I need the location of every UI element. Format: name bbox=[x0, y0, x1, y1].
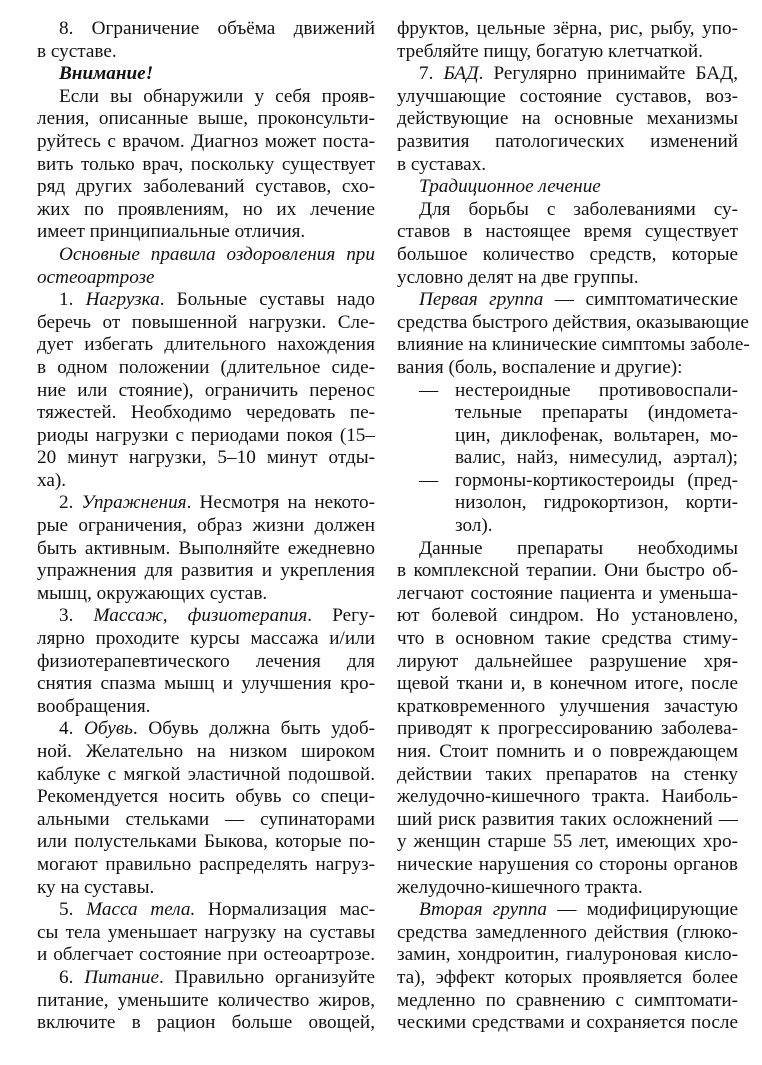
left-column-line: 20 минут нагрузки, 5–10 минут отды- bbox=[37, 447, 375, 469]
right-column-line: замин, хондроитин, гиалуроновая кисло- bbox=[397, 944, 738, 966]
right-column-line: лируют дальнейшее разрушение хря- bbox=[397, 650, 738, 672]
left-column-line: каблуке с мягкой эластичной подошвой. bbox=[37, 763, 375, 785]
right-column-line: медленно по сравнению с симптомати- bbox=[397, 989, 738, 1011]
left-column-line bbox=[37, 605, 375, 628]
text-run: . Обувь должна быть удоб- bbox=[132, 718, 375, 740]
italic-term: Массаж, физиотерапия bbox=[93, 605, 308, 627]
left-column-line: ной. Желательно на низком широком bbox=[37, 741, 375, 762]
right-column-line: развития патологических изменений bbox=[397, 130, 738, 152]
italic-term: Первая группа bbox=[419, 289, 544, 311]
left-column-line bbox=[37, 899, 375, 922]
left-column-line bbox=[37, 718, 375, 741]
list-item-text: нестероидные противовоспали- bbox=[455, 379, 738, 401]
left-column-line: Если вы обнаружили у себя прояв- bbox=[59, 85, 375, 107]
left-column-line: Основные правила оздоровления при bbox=[59, 243, 375, 265]
left-column-line: Рекомендуется носить обувь со специ- bbox=[37, 786, 375, 808]
right-column-line: та), эффект которых проявляется более bbox=[397, 966, 738, 988]
right-column-line: улучшающие состояние суставов, воз- bbox=[397, 85, 738, 107]
text-run: 6. bbox=[59, 966, 85, 988]
left-column-line: в суставе. bbox=[37, 40, 117, 62]
right-column-line: Традиционное лечение bbox=[419, 176, 601, 198]
italic-term: Нагрузка bbox=[85, 289, 160, 311]
right-column-line: что в основном такие средства стиму- bbox=[397, 628, 738, 650]
right-column-line: действии таких препаратов на стенку bbox=[397, 763, 738, 785]
left-column-line: питание, уменьшите количество жиров, bbox=[37, 989, 375, 1011]
left-column-line: имеет принципиальные отличия. bbox=[37, 221, 306, 243]
right-column-line: большое количество средств, которые bbox=[397, 243, 738, 265]
left-column-line: лярно проходите курсы массажа и/или bbox=[37, 628, 375, 650]
italic-term: Питание bbox=[84, 966, 159, 988]
text-run: . Регу- bbox=[307, 605, 375, 627]
left-column-line: упражнения для развития и укрепления bbox=[37, 560, 375, 582]
text-run: 3. bbox=[59, 605, 94, 627]
right-column-line bbox=[397, 289, 738, 312]
left-column-line: включите в рацион больше овощей, bbox=[37, 1012, 375, 1034]
left-column-line: в одном положении (длительное сиде- bbox=[37, 356, 375, 378]
right-column-line: требляйте пищу, богатую клетчаткой. bbox=[397, 40, 703, 62]
list-dash: — bbox=[419, 379, 439, 401]
text-run: — модифицирующие bbox=[546, 899, 738, 921]
left-column-line: физиотерапевтического лечения для bbox=[37, 650, 375, 672]
right-column-line: средства замедленного действия (глюко- bbox=[397, 921, 738, 943]
right-column-line: ший риск развития таких осложнений — bbox=[397, 808, 738, 830]
right-column-line: в суставах. bbox=[397, 153, 487, 175]
right-column-line: легчают состояние пациента и уменьша- bbox=[397, 582, 738, 604]
left-column-line: альными стельками — супинаторами bbox=[37, 808, 375, 830]
right-column-line: фруктов, цельные зёрна, рис, рыбу, упо- bbox=[397, 18, 738, 39]
left-text-column bbox=[37, 18, 375, 1035]
right-column-line bbox=[397, 380, 738, 403]
left-column-line: ряд других заболеваний суставов, схо- bbox=[37, 176, 375, 198]
list-dash: — bbox=[419, 469, 439, 491]
right-column-line: Для борьбы с заболеваниями су- bbox=[419, 198, 738, 220]
right-column-line: нические нарушения со стороны органов bbox=[397, 853, 738, 875]
right-column-line: средства быстрого действия, оказывающие bbox=[397, 311, 749, 333]
right-column-line: в комплексной терапии. Они быстро об- bbox=[397, 560, 738, 582]
right-column-line: ставов в настоящее время существует bbox=[397, 221, 738, 243]
left-column-line: дует избегать длительного нахождения bbox=[37, 334, 375, 356]
left-column-line: ления, описанные выше, проконсульти- bbox=[37, 108, 375, 130]
text-run: 7. bbox=[419, 63, 444, 85]
right-column-line: желудочно-кишечного тракта. Наиболь- bbox=[397, 786, 738, 808]
italic-term: Обувь bbox=[84, 718, 133, 740]
right-column-line: ют болевой синдром. Но установлено, bbox=[397, 605, 738, 627]
italic-term: Упражнения bbox=[81, 492, 187, 514]
right-column-line: желудочно-кишечного тракта. bbox=[397, 876, 643, 898]
left-column-line bbox=[37, 492, 375, 515]
left-column-line bbox=[37, 289, 375, 312]
right-column-line: ческими средствами и сохраняется после bbox=[397, 1012, 738, 1034]
left-column-line: Внимание! bbox=[59, 63, 154, 85]
left-column-line: и облегчает состояние при остеоартрозе. bbox=[37, 944, 375, 966]
left-column-line: сы тела уменьшает нагрузку на суставы bbox=[37, 921, 375, 943]
right-column-line: приводят к прогрессированию заболева- bbox=[397, 718, 738, 740]
left-column-line: или полустельками Быкова, которые по- bbox=[37, 831, 375, 853]
text-run: . Больные суставы надо bbox=[159, 289, 376, 311]
left-column-line: ние или стояние), ограничить перенос bbox=[37, 379, 375, 401]
right-column-line: тельные препараты (индомета- bbox=[455, 402, 738, 424]
right-column-line: влияние на клинические симптомы заболе- bbox=[397, 334, 750, 356]
text-run: . Правильно организуйте bbox=[159, 966, 375, 988]
italic-term: Масса тела. bbox=[86, 899, 196, 921]
right-column-line bbox=[397, 470, 738, 493]
left-column-line: ку на суставы. bbox=[37, 876, 155, 898]
left-column-line: быть активным. Выполняйте ежедневно bbox=[37, 537, 375, 559]
left-column-line: рые ограничения, образ жизни должен bbox=[37, 515, 375, 537]
right-column-line: валис, найз, нимесулид, аэртал); bbox=[455, 447, 738, 469]
right-column-line: Данные препараты необходимы bbox=[419, 537, 738, 559]
left-column-line: руйтесь с врачом. Диагноз может поста- bbox=[37, 130, 375, 152]
text-run: 2. bbox=[59, 492, 82, 514]
text-run: Нормализация мас- bbox=[195, 899, 376, 921]
left-column-line: вообращения. bbox=[37, 695, 151, 717]
right-column-line: зол). bbox=[455, 515, 493, 537]
left-column-line: вить только врач, поскольку существует bbox=[37, 153, 375, 175]
left-column-line: снятия спазма мышц и улучшения кро- bbox=[37, 673, 375, 695]
left-column-line: ха). bbox=[37, 469, 67, 491]
right-column-line: ния. Стоит помнить и о повреждающем bbox=[397, 741, 738, 762]
right-column-line: действующие на основные механизмы bbox=[397, 108, 738, 130]
left-column-line bbox=[37, 967, 375, 990]
left-column-line: жих по проявлениям, но их лечение bbox=[37, 198, 375, 220]
text-run: . Регулярно принимайте БАД, bbox=[478, 63, 739, 85]
left-column-line: тяжестей. Необходимо чередовать пе- bbox=[37, 402, 375, 424]
italic-term: Вторая группа bbox=[419, 899, 547, 921]
list-item-text: гормоны-кортикостероиды (пред- bbox=[455, 469, 738, 491]
right-column-line: цин, диклофенак, вольтарен, мо- bbox=[455, 424, 738, 446]
right-column-line bbox=[397, 899, 738, 922]
right-column-line: щевой ткани и, в конечном итоге, после bbox=[397, 673, 738, 695]
right-text-column bbox=[397, 18, 750, 1035]
right-column-line: низолон, гидрокортизон, корти- bbox=[455, 492, 738, 514]
right-column-line bbox=[397, 63, 738, 86]
italic-term: БАД bbox=[443, 63, 479, 85]
right-column-line: условно делят на две группы. bbox=[397, 266, 639, 288]
right-column-line: вания (боль, воспаление и другие): bbox=[397, 356, 683, 378]
right-column-line: у женщин старше 55 лет, имеющих хро- bbox=[397, 831, 738, 853]
text-run: 4. bbox=[59, 718, 85, 740]
left-column-line: остеоартрозе bbox=[37, 266, 155, 288]
left-column-line: риоды нагрузки с периодами покоя (15– bbox=[37, 424, 375, 446]
text-run: — симптоматические bbox=[543, 289, 738, 311]
left-column-line: беречь от повышенной нагрузки. Сле- bbox=[37, 311, 375, 333]
left-column-line: могают правильно распределять нагруз- bbox=[37, 853, 375, 875]
left-column-line: мышц, окружающих сустав. bbox=[37, 582, 268, 604]
text-run: 1. bbox=[59, 289, 86, 311]
text-run: 5. bbox=[59, 899, 87, 921]
text-run: . Несмотря на некото- bbox=[186, 492, 376, 514]
left-column-line: 8. Ограничение объёма движений bbox=[59, 18, 375, 39]
right-column-line: кратковременного улучшения зачастую bbox=[397, 695, 738, 717]
